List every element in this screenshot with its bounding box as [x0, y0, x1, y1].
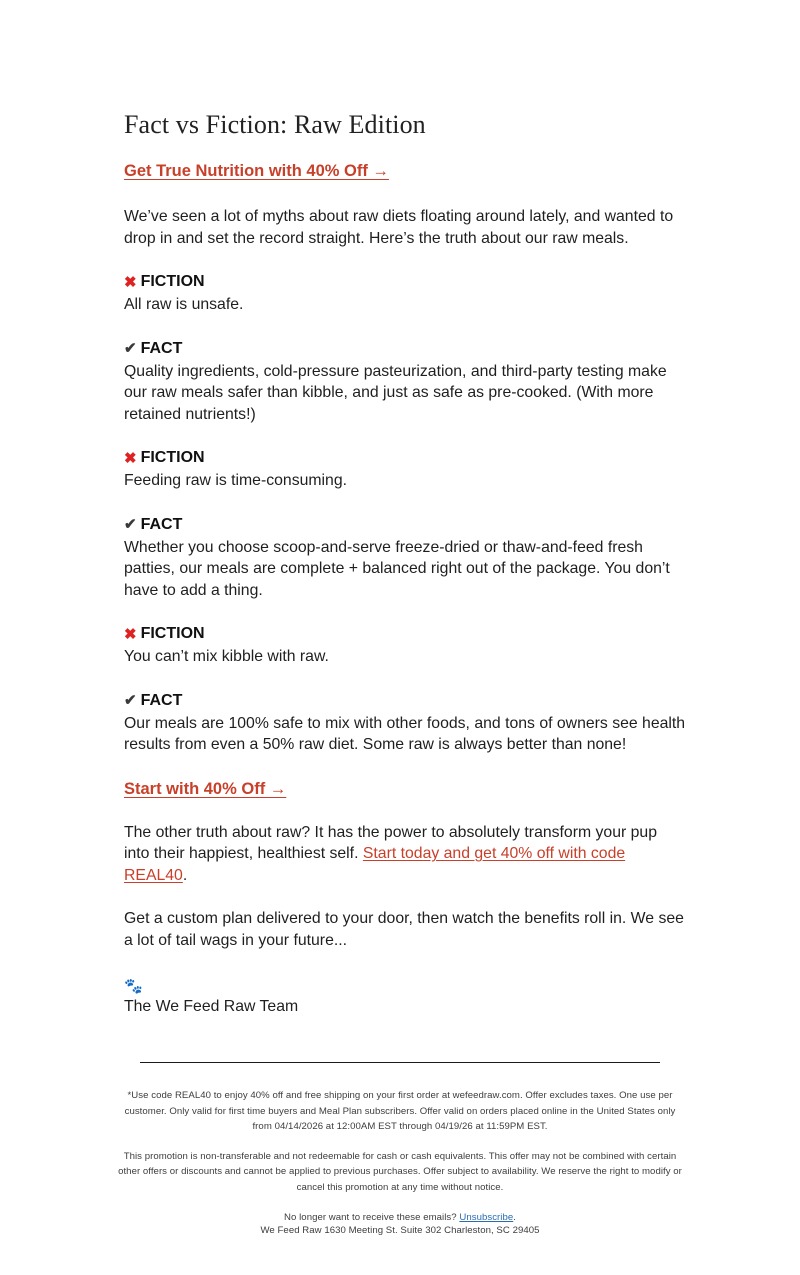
closing-paragraph-2: Get a custom plan delivered to your door, then watch the benefits roll in. We see a lot of tail wags in your future... — [124, 910, 684, 949]
check-mark-icon: ✔ — [124, 516, 137, 533]
page-title: Fact vs Fiction: Raw Edition — [124, 110, 426, 139]
email-body — [124, 108, 686, 1018]
intro-paragraph: We’ve seen a lot of myths about raw diets floating around lately, and wanted to drop in and set the record straight. Here’s the truth about our raw meals. — [124, 208, 674, 247]
cta-top-wrapper — [124, 160, 686, 182]
fiction-label-2 — [124, 447, 686, 469]
fact-text-3: Our meals are 100% safe to mix with other foods, and tons of owners see health results from even a 50% raw diet. Some raw is always better than none! — [124, 714, 686, 753]
cross-mark-icon: ✖ — [124, 449, 137, 467]
fact-block-3 — [124, 690, 686, 756]
fact-block-1 — [124, 338, 686, 426]
fiction-text-2: Feeding raw is time-consuming. — [124, 472, 347, 489]
cta-bottom-wrapper — [124, 778, 686, 800]
promo-code-link[interactable]: Start today and get 40% off with code REAL40 — [124, 845, 626, 884]
footer-divider — [140, 1062, 660, 1063]
fiction-text-1: All raw is unsafe. — [124, 296, 244, 313]
email-footer — [116, 1088, 684, 1237]
closing-lead-text: The other truth about raw? It has the power to absolutely transform your pup into their happiest, healthiest self. — [124, 823, 657, 862]
fact-label-text-3: FACT — [140, 691, 183, 709]
fiction-text-3: You can’t mix kibble with raw. — [124, 648, 329, 665]
closing-tail-text: . — [182, 866, 188, 884]
paw-prints-icon: 🐾 — [124, 978, 143, 995]
fact-label-1 — [124, 338, 686, 360]
signature-name: The We Feed Raw Team — [124, 998, 299, 1015]
legal-text-offer: *Use code REAL40 to enjoy 40% off and free shipping on your first order at wefeedraw.com. Offer excludes taxes. One use per customer. Only valid for first time buyers and Meal Plan subscribers. Offer valid on orders placed online in the United States only from 04/14/2026 at 12:00AM EST through 04/19/26 at 11:59PM EST. — [124, 1090, 676, 1132]
fiction-label-3 — [124, 623, 686, 645]
unsubscribe-prefix: No longer want to receive these emails? — [284, 1212, 460, 1223]
fiction-block-2 — [124, 447, 686, 492]
fact-block-2 — [124, 514, 686, 602]
fiction-block-1 — [124, 271, 686, 316]
fiction-block-3 — [124, 623, 686, 668]
fiction-label-text-1: FICTION — [140, 273, 205, 290]
fact-label-text-2: FACT — [140, 515, 183, 533]
fact-text-2: Whether you choose scoop-and-serve freeze-dried or thaw-and-feed fresh patties, our meals are complete + balanced right out of the package. You don’t have to add a thing. — [124, 538, 670, 599]
fiction-label-text-3: FICTION — [140, 625, 205, 642]
signature-block — [124, 977, 686, 1018]
fact-label-text-1: FACT — [140, 339, 183, 357]
fiction-label-1 — [124, 271, 686, 293]
fact-label-2 — [124, 514, 686, 536]
cta-top-link[interactable]: Get True Nutrition with 40% Off → — [124, 162, 389, 180]
fact-text-1: Quality ingredients, cold-pressure pasteurization, and third-party testing make our raw meals safer than kibble, and just as safe as pre-cooked. (With more retained nutrients!) — [124, 362, 667, 423]
unsubscribe-link[interactable]: Unsubscribe — [459, 1212, 514, 1223]
cross-mark-icon: ✖ — [124, 625, 137, 643]
fiction-label-text-2: FICTION — [140, 449, 205, 466]
company-address: We Feed Raw 1630 Meeting St. Suite 302 Charleston, SC 29405 — [260, 1225, 540, 1236]
check-mark-icon: ✔ — [124, 692, 137, 709]
check-mark-icon: ✔ — [124, 340, 137, 357]
cta-bottom-link[interactable]: Start with 40% Off → — [124, 779, 287, 798]
legal-text-terms: This promotion is non-transferable and not redeemable for cash or cash equivalents. This offer may not be combined with certain other offers or discounts and cannot be applied to previous purchases. Offer subject to availability. We reserve the right to modify or cancel this promotion at any time without notice. — [118, 1150, 682, 1193]
unsubscribe-suffix: . — [513, 1212, 516, 1223]
cross-mark-icon: ✖ — [124, 273, 137, 291]
fact-label-3 — [124, 690, 686, 712]
closing-paragraph-1 — [124, 822, 686, 887]
unsubscribe-line — [116, 1211, 684, 1224]
